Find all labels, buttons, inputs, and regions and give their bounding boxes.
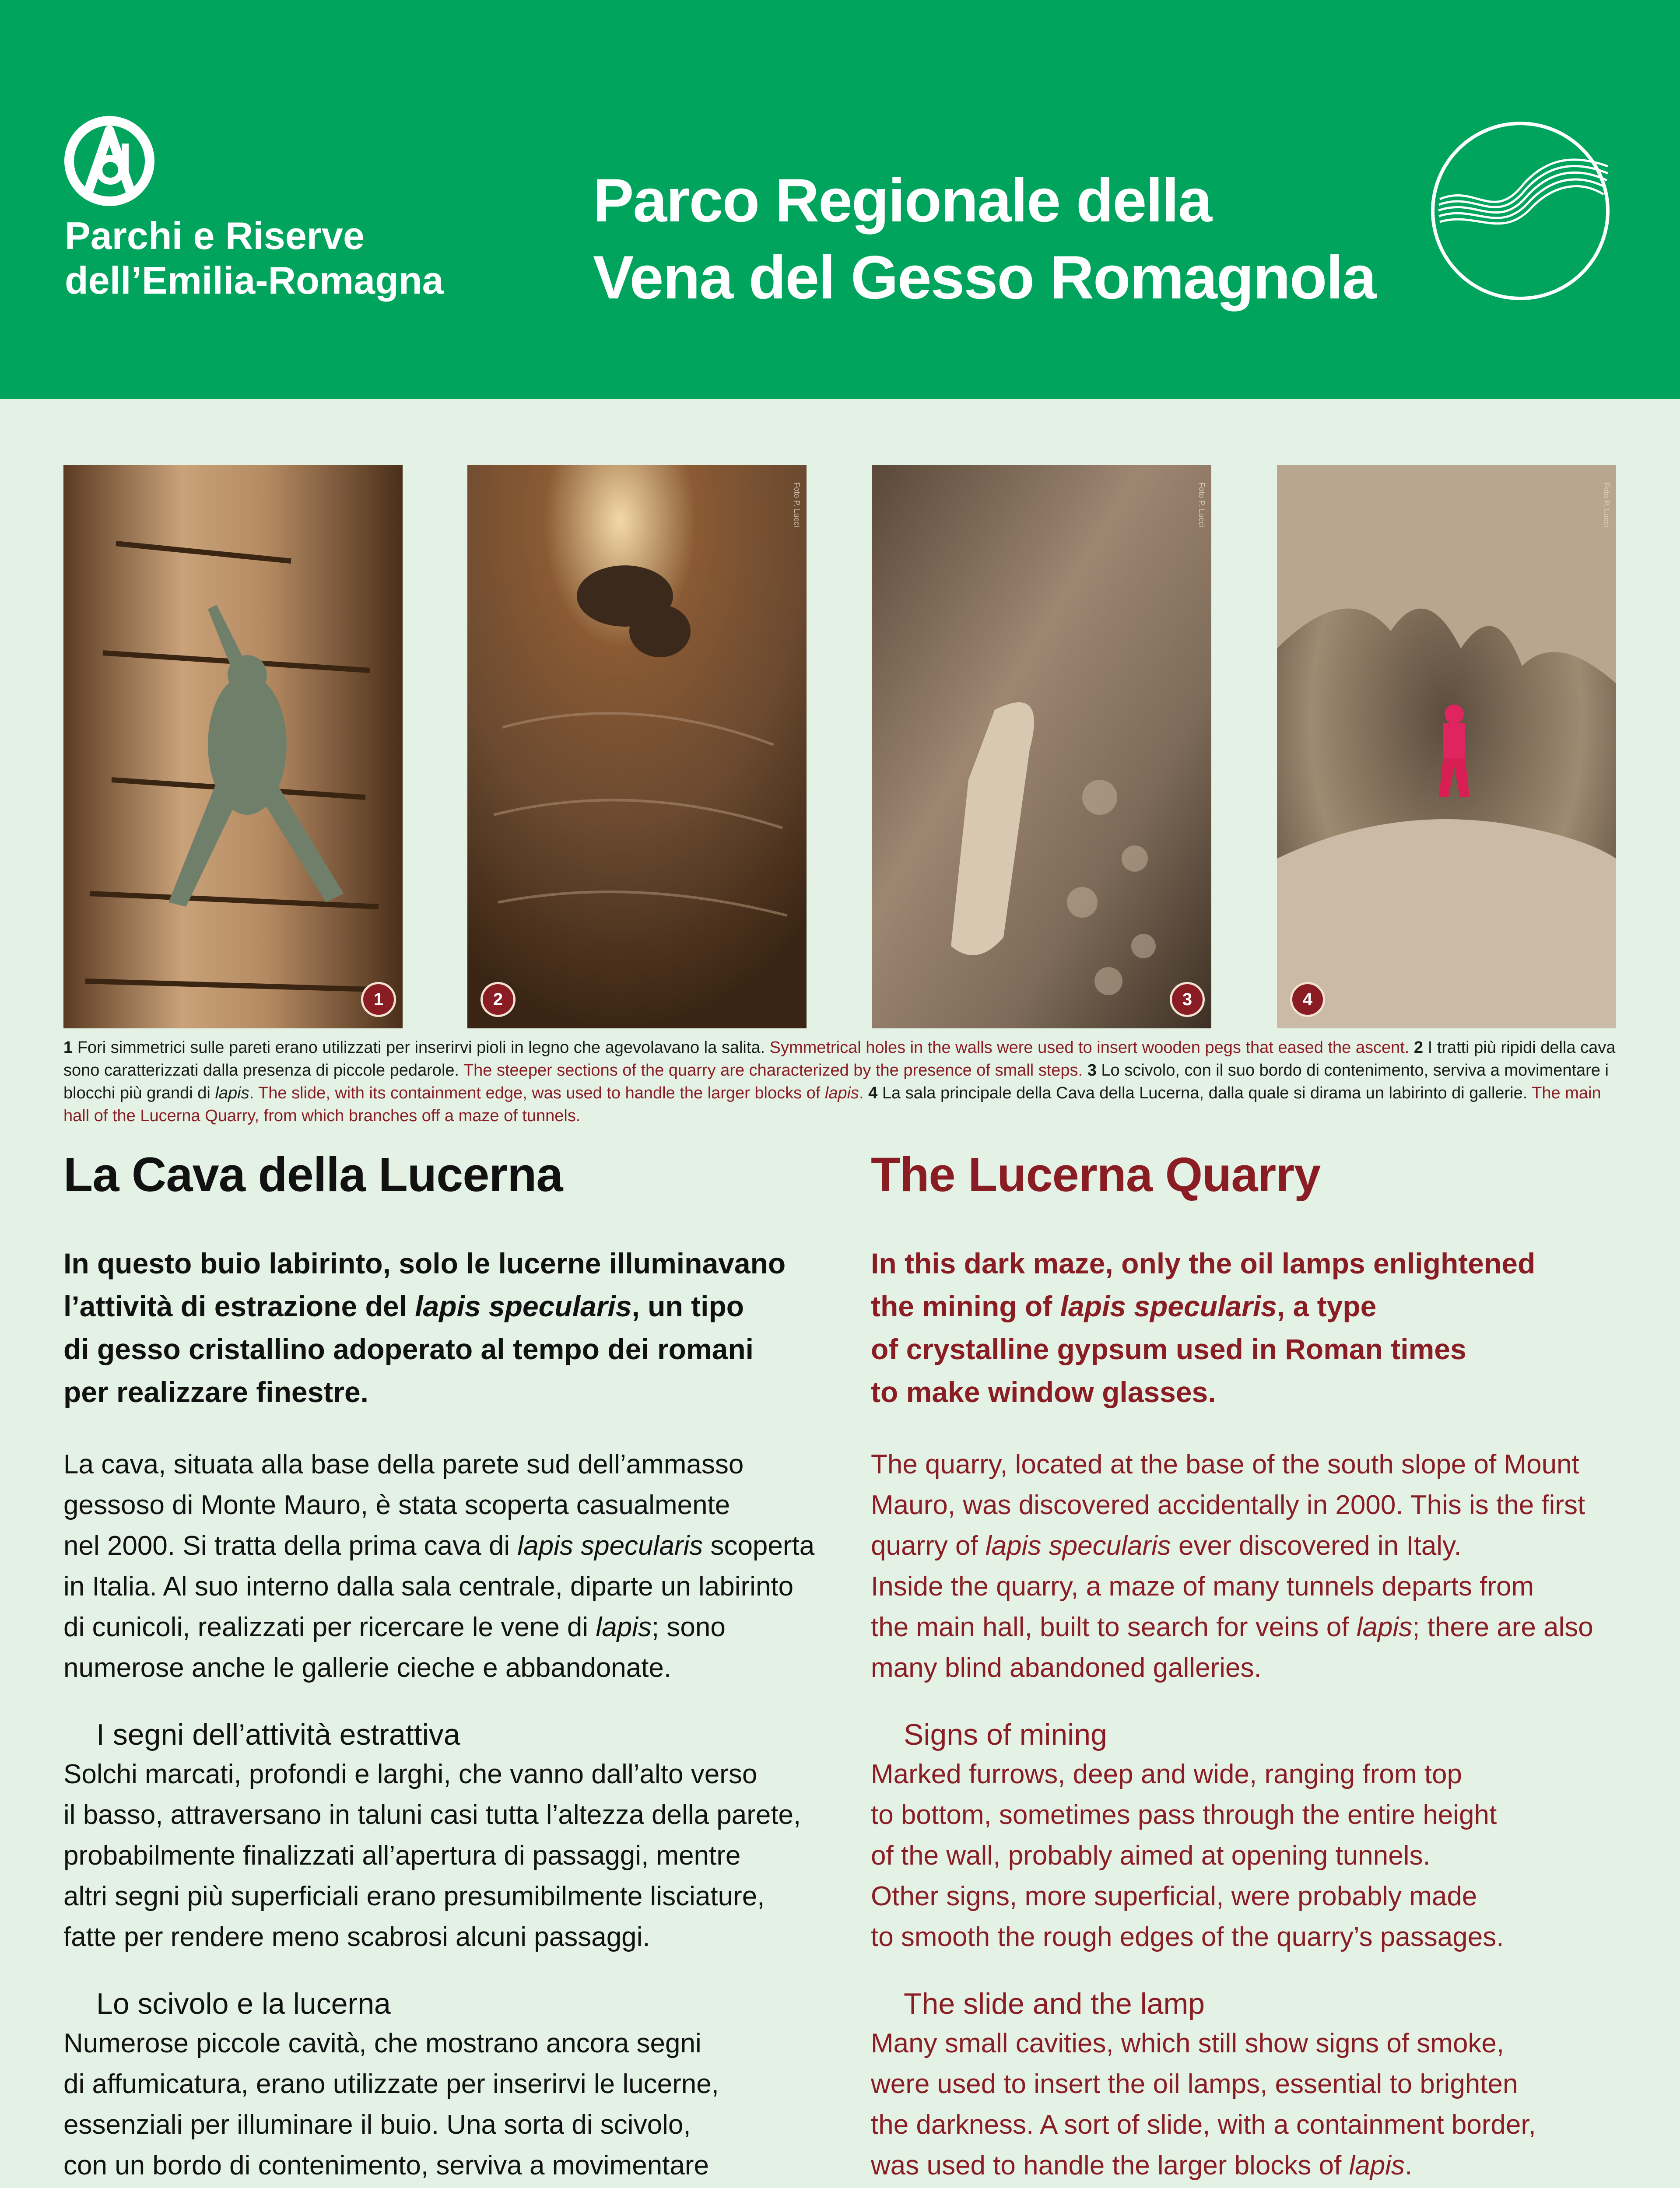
english-subheading-2: The slide and the lamp [904, 1987, 1205, 2020]
header-band [0, 0, 1680, 399]
english-paragraph-1: The quarry, located at the base of the south slope of Mount Mauro, was discovered accidentally in 2000. This is the first quarry of lapis specularis ever discovered in Italy. Inside the quarry, a maze of many tunnels departs from the main hall, built to search for veins of lapis; there are also many blind abandoned galleries. [871, 1449, 1593, 1683]
italian-paragraph-2: Solchi marcati, profondi e larghi, che vanno dall’alto verso il basso, attraversano in taluni casi tutta l’altezza della parete, probabilmente finalizzati all’apertura di passaggi, mentre altri segni più superficiali erano presumibilmente lisciature, fatte per rendere meno scabrosi alcuni passaggi. [63, 1759, 801, 1952]
italian-subheading-2: Lo scivolo e la lucerna [96, 1987, 391, 2020]
english-paragraph-3: Many small cavities, which still show signs of smoke, were used to insert the oil lamps, essential to brighten the darkness. A sort of slide, with a containment border, was used to handle the larger blocks of lapis. [871, 2028, 1536, 2181]
cave-photo-2-image [467, 465, 807, 1028]
park-title: Parco Regionale della Vena del Gesso Romagnola [593, 166, 1376, 312]
italian-column [63, 1147, 816, 2188]
italian-paragraph-1: La cava, situata alla base della parete sud dell’ammasso gessoso di Monte Mauro, è stata scoperta casualmente nel 2000. Si tratta della prima cava di lapis specularis scoperta in Italia. Al suo interno dalla sala centrale, diparte un labirinto di cunicoli, realizzati per ricercare le vene di lapis; sono numerose anche le gallerie cieche e abbandonate. [63, 1449, 815, 1683]
photo-captions: 1 Fori simmetrici sulle pareti erano utilizzati per inserirvi pioli in legno che agevolavano la salita. Symmetrical holes in the walls were used to insert wooden pegs that eased the ascent. 2 I tratti più ripidi della cava sono caratterizzati dalla presenza di piccole pedarole. The steeper sections of the quarry are characterized by the presence of small steps. 3 Lo scivolo, con il suo bordo di contenimento, serviva a movimentare i blocchi più grandi di lapis. The slide, with its containment edge, was used to handle the larger blocks of lapis. 4 La sala principale della Cava della Lucerna, dalla quale si dirama un labirinto di gallerie. The main hall of the Lucerna Quarry, from which branches off a maze of tunnels. [63, 1038, 1616, 1125]
parks-logo-icon [61, 113, 158, 209]
photo-2 [467, 465, 807, 1028]
cave-photo-1-image [63, 465, 403, 1028]
photo-number-badge: 3 [1170, 982, 1205, 1017]
english-subheading-1: Signs of mining [904, 1718, 1107, 1751]
english-lead: In this dark maze, only the oil lamps enlightened the mining of lapis specularis, a type of crystalline gypsum used in Roman times to make window glasses. [871, 1247, 1536, 1408]
photo-number-badge: 1 [361, 982, 396, 1017]
cave-photo-3-image [872, 465, 1211, 1028]
cave-photo-4-image [1277, 465, 1616, 1028]
photo-4 [1277, 465, 1616, 1028]
org-name: Parchi e Riserve dell’Emilia-Romagna [65, 214, 444, 302]
photo-number-badge: 2 [481, 982, 516, 1017]
photo-number-badge: 4 [1290, 982, 1325, 1017]
photo-1 [63, 465, 403, 1028]
english-title: The Lucerna Quarry [871, 1148, 1321, 1202]
photo-3 [872, 465, 1211, 1028]
photo-credit: Foto P. Lucci [1197, 482, 1206, 527]
park-wave-logo-icon [1427, 118, 1613, 304]
italian-title: La Cava della Lucerna [63, 1148, 563, 1202]
photo-credit: Foto P. Lucci [793, 482, 801, 527]
italian-lead: In questo buio labirinto, solo le lucerne illuminavano l’attività di estrazione del lapis specularis, un tipo di gesso cristallino adoperato al tempo dei romani per realizzare finestre. [63, 1247, 786, 1408]
english-paragraph-2: Marked furrows, deep and wide, ranging from top to bottom, sometimes pass through the entire height of the wall, probably aimed at opening tunnels. Other signs, more superficial, were probably made to smooth the rough edges of the quarry’s passages. [871, 1759, 1504, 1952]
english-column [871, 1147, 1624, 2188]
photo-credit: Foto P. Lucci [1602, 482, 1611, 527]
italian-subheading-1: I segni dell’attività estrattiva [96, 1718, 460, 1751]
italian-paragraph-3: Numerose piccole cavità, che mostrano ancora segni di affumicatura, erano utilizzate per inserirvi le lucerne, essenziali per illuminare il buio. Una sorta di scivolo, con un bordo di contenimento, serviva a movimentare [63, 2028, 719, 2181]
